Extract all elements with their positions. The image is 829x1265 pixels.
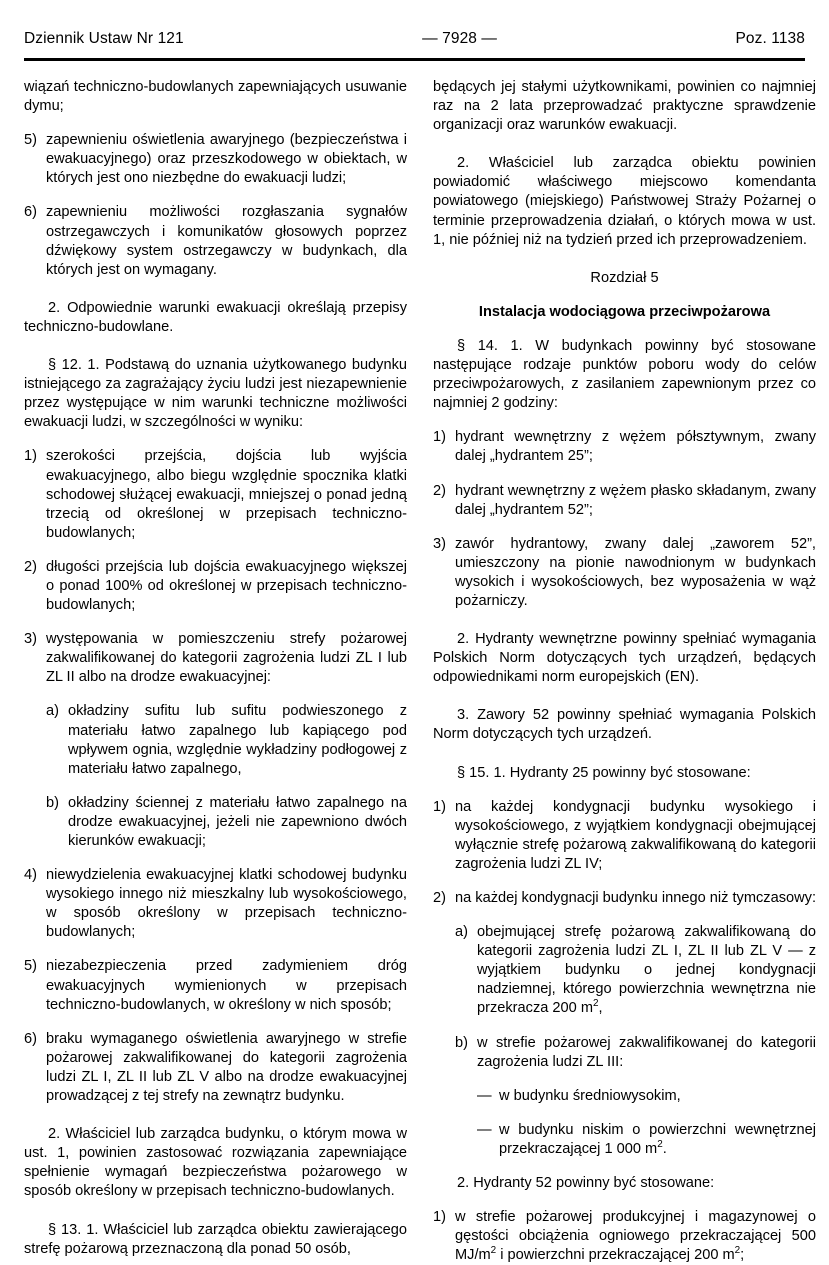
paragraph-14-1: § 14. 1. W budynkach powinny być stosowane następujące rodzaje punktów poboru wody do celów przeciwpożarowych, z zasilaniem zapewnionym przez co najmniej 2 godziny: — [433, 337, 816, 412]
list-marker: 3) — [433, 535, 446, 552]
paragraph-13-1: § 13. 1. Właściciel lub zarządca obiektu zawierającego strefę pożarową przeznaczoną dla ponad 50 osób, — [24, 1221, 407, 1257]
continued-paragraph: będących jej stałymi użytkownikami, powinien co najmniej raz na 2 lata przeprowadzać praktyczne sprawdzenie organizacji oraz warunków ewakuacji. — [433, 79, 816, 134]
running-head — [24, 30, 805, 48]
dash-item-1 — [433, 1087, 816, 1106]
superscript-unit: 2 — [593, 998, 599, 1010]
chapter-title: Instalacja wodociągowa przeciwpożarowa — [478, 303, 771, 320]
list-marker: a) — [46, 703, 59, 720]
list-item-2 — [433, 482, 816, 520]
list-marker: 1) — [433, 798, 446, 815]
list-marker: 1) — [433, 1209, 446, 1226]
list-item-15-2b — [433, 1034, 816, 1072]
list-item-text: w budynku średniowysokim, — [499, 1087, 681, 1104]
paragraph-15-1: § 15. 1. Hydranty 25 powinny być stosowane: — [457, 764, 751, 781]
paragraph-12-1: § 12. 1. Podstawą do uznania użytkowanego budynku istniejącego za zagrażający życiu ludzi jest niezapewnienie przez występujące w nim warunki techniczne możliwości ewakuacji ludzi, w szczególności w wyniku: — [24, 357, 407, 431]
list-marker: — — [477, 1121, 492, 1138]
list-item-3b — [24, 794, 407, 851]
list-item-4 — [24, 866, 407, 942]
superscript-unit: 2 — [490, 1245, 497, 1257]
paragraph-13-2: 2. Właściciel lub zarządca obiektu powinien powiadomić właściwego miejscowo komendanta powiatowego (miejskiego) Państwowej Straży Pożarnej o terminie przeprowadzenia działań, o których mowa w ust. 1, nie później niż na tydzień przed ich przeprowadzeniem. — [433, 155, 816, 248]
list-marker: 4) — [24, 867, 37, 884]
list-item-15-1 — [433, 798, 816, 874]
list-item-3 — [24, 630, 407, 687]
dash-item-2 — [433, 1121, 816, 1159]
list-item-text: zapewnieniu możliwości rozgłaszania sygnałów ostrzegawczych i komunikatów głosowych poprzez dźwiękowy system ostrzegawczy w budynkach, dla których jest on wymagany. — [46, 204, 407, 278]
list-marker: 2) — [24, 558, 37, 575]
list-item-15-2a — [433, 923, 816, 1018]
list-marker: 3) — [24, 631, 37, 648]
right-column — [433, 78, 816, 1264]
left-column — [24, 78, 407, 1257]
superscript-unit: 2 — [734, 1245, 741, 1257]
list-item-text: hydrant wewnętrzny z wężem półsztywnym, zwany dalej „hydrantem 25”; — [455, 429, 816, 465]
paragraph-15-2: 2. Hydranty 52 powinny być stosowane: — [457, 1175, 715, 1192]
list-item-1 — [433, 428, 816, 466]
list-item-text: zawór hydrantowy, zwany dalej „zaworem 52”, umieszczony na pionie nawodnionym w budynkach wysokich i wysokościowych, bez wyposażenia w wąż pożarniczy. — [455, 535, 816, 609]
header-divider — [24, 58, 805, 61]
list-item-5b — [24, 957, 407, 1014]
list-item-text: w budynku niskim o powierzchni wewnętrznej przekraczającej 1 000 $m^2$. — [499, 1121, 816, 1157]
list-marker: 1) — [433, 429, 446, 446]
paragraph-12-2: 2. Właściciel lub zarządca budynku, o którym mowa w ust. 1, powinien zastosować rozwiązania zapewniające spełnienie wymagań bezpieczeństwa pożarowego w sposób określony w przepisach techniczno-budowlanych. — [24, 1126, 407, 1200]
list-marker: 6) — [24, 204, 37, 221]
list-marker: 5) — [24, 958, 37, 975]
list-item-1 — [24, 447, 407, 542]
list-item-text: zapewnieniu oświetlenia awaryjnego (bezpieczeństwa i ewakuacyjnego) oraz przeszkodowego w obiektach, w których jest ono niezbędne do ewakuacji ludzi; — [46, 132, 407, 187]
position-number: Poz. 1138 — [735, 30, 805, 47]
journal-title: Dziennik Ustaw Nr 121 — [24, 30, 184, 47]
list-item-text: na każdej kondygnacji budynku innego niż tymczasowy: — [455, 890, 816, 906]
list-item-text: w strefie pożarowej zakwalifikowanej do kategorii zagrożenia ludzi ZL III: — [477, 1034, 816, 1070]
list-marker: 5) — [24, 132, 37, 149]
list-item-text: okładziny ściennej z materiału łatwo zapalnego na drodze ewakuacyjnej, jeżeli nie zapewniono dwóch kierunków ewakuacji; — [68, 794, 407, 849]
list-item-15-2 — [433, 889, 816, 908]
list-item-2 — [24, 558, 407, 615]
list-marker: — — [477, 1087, 492, 1104]
list-marker: 2) — [433, 482, 446, 499]
paragraph-2: 2. Odpowiednie warunki ewakuacji określają przepisy techniczno-budowlane. — [24, 299, 407, 335]
list-marker: b) — [46, 794, 59, 811]
superscript-unit: 2 — [657, 1139, 663, 1151]
list-item-3a — [24, 702, 407, 778]
list-marker: a) — [455, 924, 468, 941]
list-item-text: w strefie pożarowej produkcyjnej i magazynowej o gęstości obciążenia ogniowego przekraczającej 500 $MJ/m^2$ i powierzchni przekraczającej 200 $m^2$; — [455, 1209, 816, 1264]
paragraph-14-2: 2. Hydranty wewnętrzne powinny spełniać wymagania Polskich Norm dotyczących tych urządzeń, będących odpowiednikami norm europejskich (EN). — [433, 631, 816, 686]
page-number: — 7928 — — [422, 30, 498, 47]
list-item-text: niezabezpieczenia przed zadymieniem dróg ewakuacyjnych wymienionych w przepisach techniczno-budowlanych, w określony w nich sposób; — [46, 958, 407, 1013]
list-item-6 — [24, 203, 407, 279]
list-marker: b) — [455, 1034, 468, 1051]
list-item-text: na każdej kondygnacji budynku wysokiego i wysokościowego, z wyjątkiem kondygnacji obejmującej wyłącznie strefę pożarową zakwalifikowaną do kategorii zagrożenia ludzi ZL IV; — [455, 798, 816, 872]
list-item-text: braku wymaganego oświetlenia awaryjnego w strefie pożarowej zakwalifikowanej do kategorii zagrożenia ludzi ZL I, ZL II lub ZL V albo na drodze ewakuacyjnej prowadzącej z tej strefy na zewnątrz budynku. — [46, 1030, 407, 1105]
list-item-15-2-1 — [433, 1208, 816, 1265]
list-item-text: długości przejścia lub dojścia ewakuacyjnego większej o ponad 100% od określonej w przepisach techniczno-budowlanych; — [46, 558, 407, 614]
list-item-3 — [433, 535, 816, 611]
paragraph-14-3: 3. Zawory 52 powinny spełniać wymagania Polskich Norm dotyczących tych urządzeń. — [433, 707, 816, 743]
list-item-text: szerokości przejścia, dojścia lub wyjścia ewakuacyjnego, albo biegu względnie spocznika klatki schodowej służącej ewakuacji, mniejszej o ponad jedną trzecią od określonej w przepisach techniczno-budowlanych; — [46, 448, 407, 541]
list-item-text: występowania w pomieszczeniu strefy pożarowej zakwalifikowanej do kategorii zagrożenia ludzi ZL I lub ZL II albo na drodze ewakuacyjnej: — [46, 631, 407, 686]
list-marker: 6) — [24, 1030, 37, 1047]
list-item-5 — [24, 131, 407, 188]
two-column-body — [24, 78, 816, 1264]
chapter-number: Rozdział 5 — [590, 269, 659, 286]
continued-paragraph: wiązań techniczno-budowlanych zapewniających usuwanie dymu; — [24, 79, 407, 115]
list-item-text: obejmującej strefę pożarową zakwalifikowaną do kategorii zagrożenia ludzi ZL I, ZL II lub ZL V — z wyjątkiem budynku o jednej kondygnacji nadziemnej, którego powierzchnia wewnętrzna nie przekracza 200 $m^2$, — [477, 924, 816, 1017]
list-marker: 2) — [433, 890, 446, 906]
list-item-text: okładziny sufitu lub sufitu podwieszonego z materiału łatwo zapalnego lub kapiącego pod wpływem ognia, względnie wykładziny podłogowej z materiału łatwo zapalnego, — [68, 703, 407, 777]
list-item-text: niewydzielenia ewakuacyjnej klatki schodowej budynku wysokiego innego niż mieszkalny lub wysokościowego, w sposób określony w przepisach techniczno-budowlanych; — [46, 867, 407, 941]
list-item-text: hydrant wewnętrzny z wężem płasko składanym, zwany dalej „hydrantem 52”; — [455, 482, 816, 518]
list-marker: 1) — [24, 448, 37, 465]
list-item-6b — [24, 1030, 407, 1106]
